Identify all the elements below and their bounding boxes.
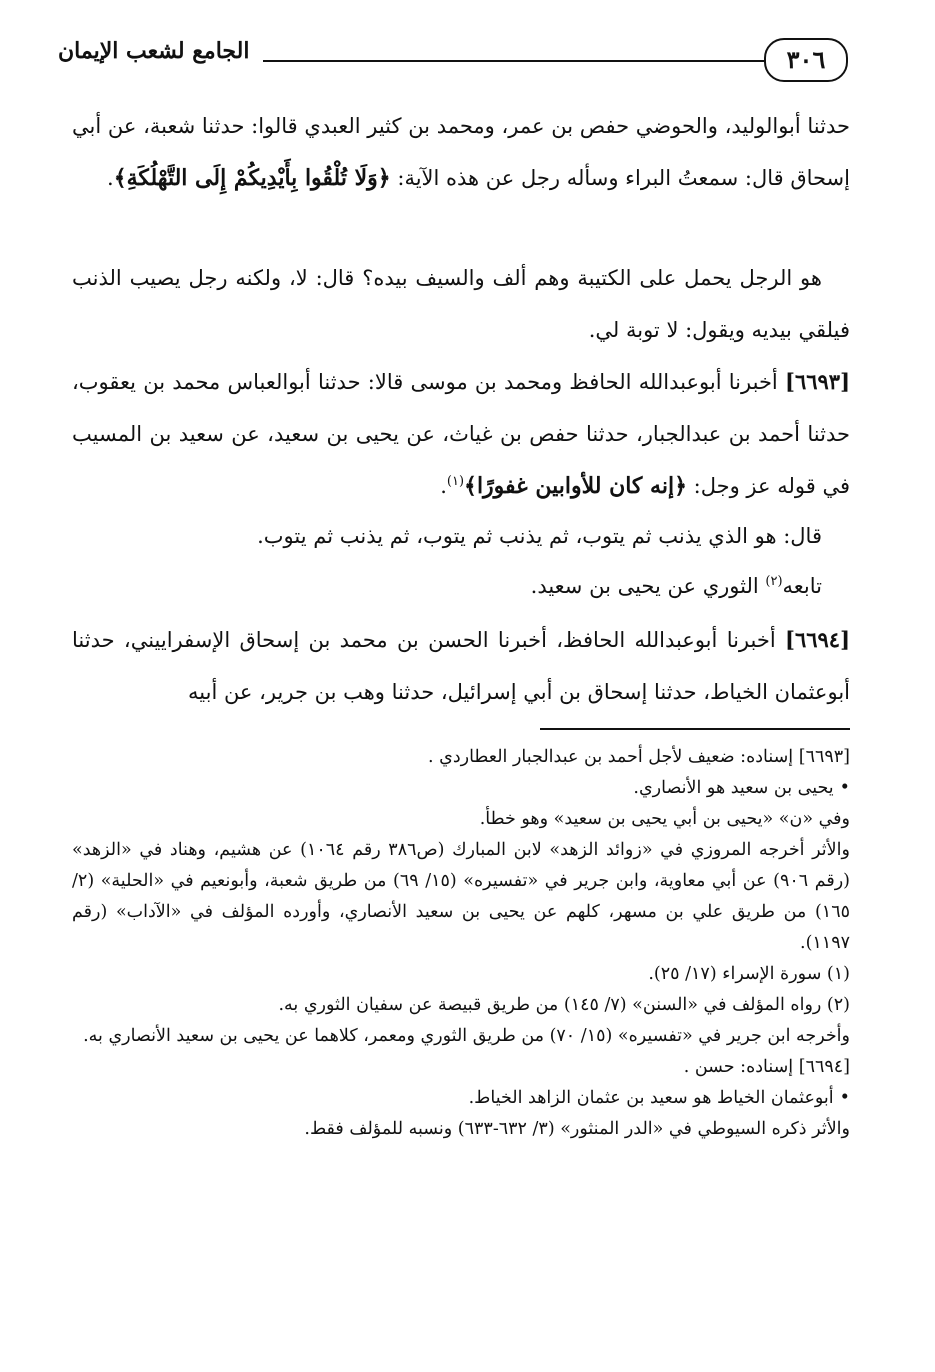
quran-verse-1: ﴿وَلَا تُلْقُوا بِأَيْدِيكُمْ إِلَى التَّهْلُكَةِ﴾	[113, 165, 391, 191]
book-title: الجامع لشعب الإيمان	[58, 38, 250, 64]
paragraph-2	[72, 252, 850, 356]
narration-end: .	[440, 474, 447, 498]
paragraph-1-end: .	[107, 166, 114, 190]
narration-text: أخبرنا أبوعبدالله الحافظ ومحمد بن موسى قالا: حدثنا أبوالعباس محمد بن يعقوب، حدثنا أحمد بن عبدالجبار، حدثنا حفص بن غياث، عن يحيى بن سعيد، عن سعيد بن المسيب في قوله عز وجل:	[72, 370, 850, 498]
footnote-line	[72, 773, 850, 804]
narration-text: أخبرنا أبوعبدالله الحافظ، أخبرنا الحسن بن محمد بن إسحاق الإسفراييني، حدثنا أبوعثمان الخياط، حدثنا إسحاق بن أبي إسرائيل، حدثنا وهب بن جرير، عن أبيه	[72, 628, 850, 704]
paragraph-1	[72, 100, 850, 204]
footnote-line: (١) سورة الإسراء (١٧/ ٢٥).	[648, 964, 850, 984]
footnotes	[72, 742, 850, 1145]
paragraph-4	[72, 510, 850, 562]
page-number: ٣٠٦	[764, 38, 848, 82]
footnote-line: (٢) رواه المؤلف في «السنن» (٧/ ١٤٥) من طريق قبيصة عن سفيان الثوري به.	[278, 995, 850, 1015]
paragraph-1-text: حدثنا أبوالوليد، والحوضي حفص بن عمر، ومحمد بن كثير العبدي قالوا: حدثنا شعبة، عن أبي إسحاق قال: سمعتُ البراء وسأله رجل عن هذه الآية:	[72, 114, 850, 190]
narration-6693	[72, 356, 850, 512]
footnote-line	[72, 1083, 850, 1114]
footnote-line: وأخرجه ابن جرير في «تفسيره» (١٥/ ٧٠) من طريق الثوري ومعمر، كلاهما عن يحيى بن سعيد الأنصاري به.	[83, 1026, 850, 1046]
page-header	[58, 30, 848, 90]
footnote-ref-1: (١)	[446, 474, 465, 489]
footnote-text: أبوعثمان الخياط هو سعيد بن عثمان الزاهد الخياط.	[468, 1088, 834, 1108]
paragraph-4-text: قال: هو الذي يذنب ثم يتوب، ثم يذنب ثم يتوب، ثم يذنب ثم يتوب.	[257, 524, 822, 548]
footnote-ref-2: (٢)	[765, 574, 783, 589]
paragraph-5-text-a: تابعه	[782, 574, 822, 598]
footnote-separator	[540, 728, 850, 730]
narration-number: [٦٦٩٣]	[785, 369, 850, 394]
paragraph-5-text-b: الثوري عن يحيى بن سعيد.	[530, 574, 766, 598]
footnote-line: وفي «ن» «يحيى بن أبي يحيى بن سعيد» وهو خطأ.	[479, 809, 850, 829]
bullet-icon: •	[839, 778, 850, 798]
paragraph-5	[72, 560, 850, 612]
footnote-line: والأثر ذكره السيوطي في «الدر المنثور» (٣/ ٦٣٢-٦٣٣) ونسبه للمؤلف فقط.	[304, 1119, 850, 1139]
footnote-text: يحيى بن سعيد هو الأنصاري.	[633, 778, 834, 798]
bullet-icon: •	[839, 1088, 850, 1108]
paragraph-2-text: هو الرجل يحمل على الكتيبة وهم ألف والسيف بيده؟ قال: لا، ولكنه رجل يصيب الذنب فيلقي بيديه ويقول: لا توبة لي.	[72, 266, 850, 342]
narration-6694	[72, 614, 850, 718]
quran-verse-2: ﴿إنه كان للأوابين غفورًا﴾	[464, 473, 687, 499]
narration-number: [٦٦٩٤]	[785, 627, 850, 652]
footnote-line: والأثر أخرجه المروزي في «زوائد الزهد» لابن المبارك (ص٣٨٦ رقم ١٠٦٤) عن هشيم، وهناد في «الزهد» (رقم ٩٠٦) عن أبي معاوية، وابن جرير في «تفسيره» (١٥/ ٦٩) من طريق شعبة، وأبونعيم في «الحلية» (٢/ ١٦٥) من طريق علي بن مسهر، كلهم عن يحيى بن سعيد الأنصاري، وأورده المؤلف في «الآداب» (رقم ١١٩٧).	[72, 840, 850, 953]
footnote-line: [٦٦٩٤] إسناده: حسن .	[683, 1057, 850, 1077]
header-rule	[263, 60, 764, 62]
footnote-line: [٦٦٩٣] إسناده: ضعيف لأجل أحمد بن عبدالجبار العطاردي .	[428, 747, 850, 767]
